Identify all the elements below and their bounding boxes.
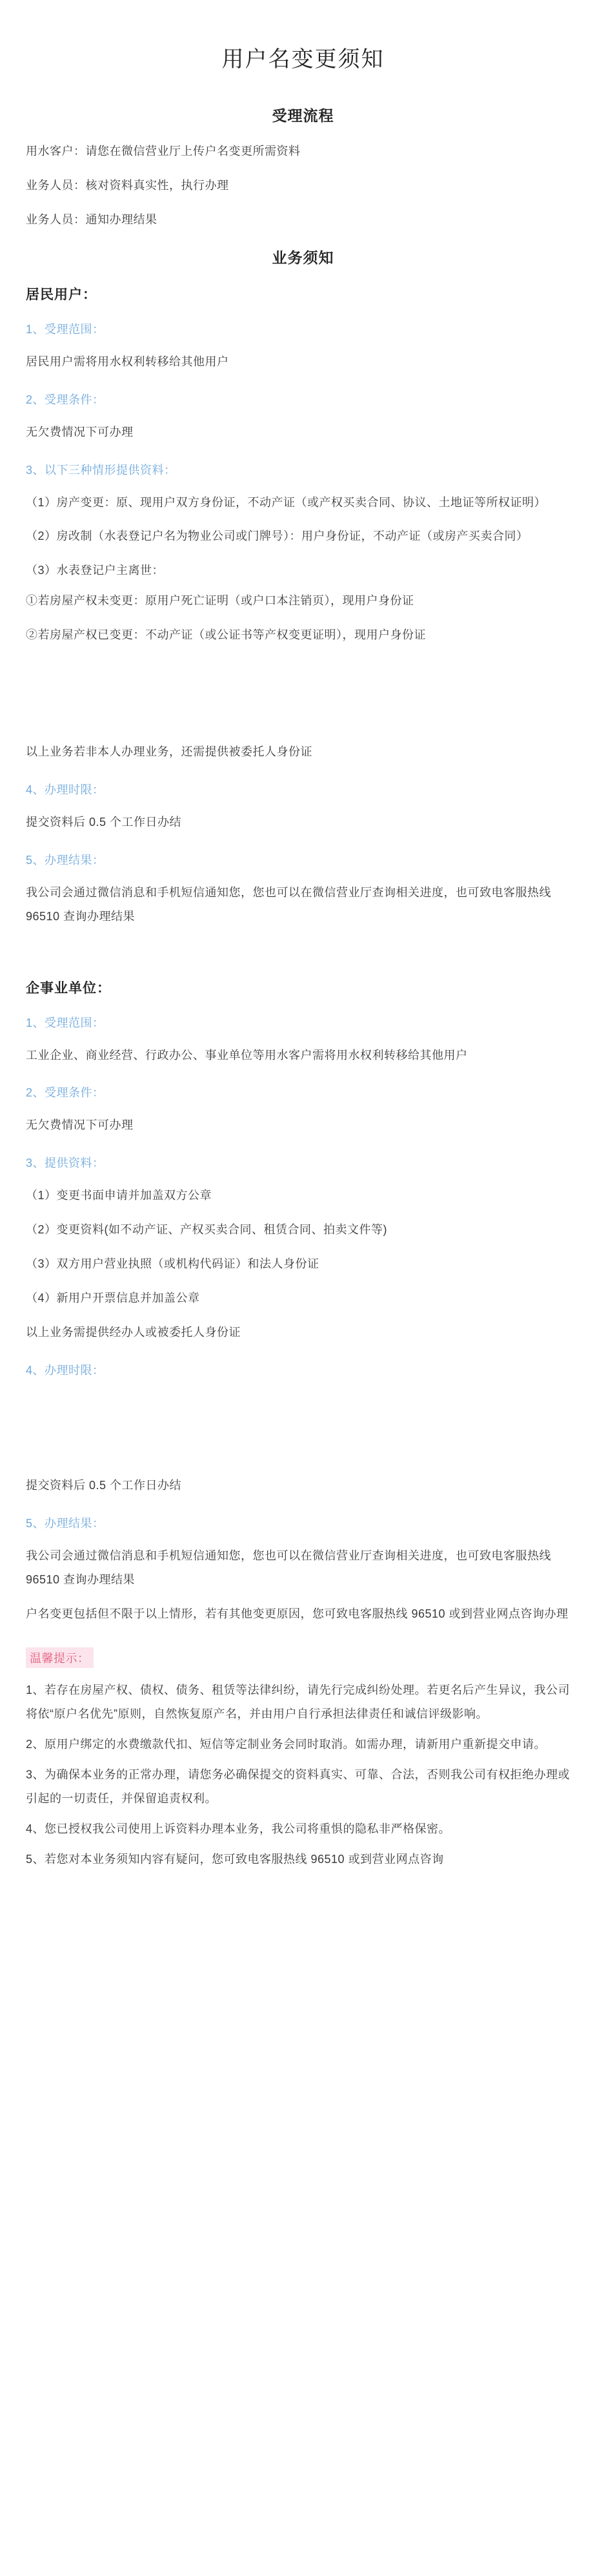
tips-title: 温馨提示： [26,1647,94,1668]
resident-item-3-label: 3、以下三种情形提供资料： [26,463,176,477]
section-business-notice [0,246,606,647]
spacer-before-tips [26,1636,580,1647]
section-resident-continued [0,740,606,1382]
document-page [0,15,606,1923]
process-line-3: 业务人员：通知办理结果 [26,212,157,226]
enterprise-item-2-line-1: 无欠费情况下可办理 [26,1118,134,1132]
enterprise-item-4-line-1: 提交资料后 0.5 个工作日办结 [26,1478,182,1492]
resident-item-2-label: 2、受理条件： [26,393,105,406]
spacer-before-enterprise [26,939,580,961]
tips-list [26,1678,580,1871]
enterprise-item-3-line-1: （1）变更书面申请并加盖双方公章 [26,1189,212,1202]
resident-item-4-line-1: 提交资料后 0.5 个工作日办结 [26,815,182,829]
page-break-1 [0,657,606,703]
list-item: 5、若您对本业务须知内容有疑问，您可致电客服热线 96510 或到营业网点咨询 [26,1852,444,1866]
resident-item-1-label: 1、受理范围： [26,322,105,336]
enterprise-item-3-line-3: （3）双方用户营业执照（或机构代码证）和法人身份证 [26,1257,319,1271]
enterprise-agent-note: 以上业务需提供经办人或被委托人身份证 [26,1325,241,1339]
section-heading-process: 受理流程 [272,107,334,125]
resident-item-4-label: 4、办理时限： [26,783,105,796]
process-line-1: 用水客户：请您在微信营业厅上传户名变更所需资料 [26,145,301,158]
page-break-1b [0,703,606,740]
resident-item-5-label: 5、办理结果： [26,853,105,867]
page-break-2 [0,1391,606,1436]
footer-spacer [0,1878,606,1923]
list-item: 3、为确保本业务的正常办理，请您务必确保提交的资料真实、可靠、合法，否则我公司有权拒绝办理或引起的一切责任，并保留追责权利。 [26,1768,571,1805]
resident-item-3-sub-1: ①若房屋产权未变更：原用户死亡证明（或户口本注销页），现用户身份证 [26,594,414,608]
list-item: 1、若存在房屋产权、债权、债务、租赁等法律纠纷，请先行完成纠纷处理。若更名后产生异议，我公司将依“原户名优先”原则，自然恢复原产名，并由用户自行承担法律责任和诚信评级影响。 [26,1684,571,1721]
enterprise-item-5-label: 5、办理结果： [26,1516,105,1530]
enterprise-item-2-label: 2、受理条件： [26,1086,105,1100]
enterprise-item-5-line-2: 户名变更包括但不限于以上情形，若有其他变更原因，您可致电客服热线 96510 或到营业网点咨询办理 [26,1607,569,1620]
enterprise-item-3-label: 3、提供资料： [26,1157,105,1170]
section-heading-business: 业务须知 [272,249,334,266]
resident-item-3-line-1: （1）房产变更：原、现用户双方身份证，不动产证（或产权买卖合同、协议、土地证等所权证明） [26,495,547,509]
section-process [0,104,606,232]
resident-item-1-line-1: 居民用户需将用水权利转移给其他用户 [26,355,229,368]
section-enterprise-continued [0,1474,606,1871]
process-line-2: 业务人员：核对资料真实性，执行办理 [26,179,229,192]
resident-item-3-sub-2: ②若房屋产权已变更：不动产证（或公证书等产权变更证明），现用户身份证 [26,628,426,642]
resident-item-3-line-3: （3）水表登记户主离世： [26,564,165,577]
enterprise-item-1-label: 1、受理范围： [26,1016,105,1029]
enterprise-item-4-label: 4、办理时限： [26,1363,105,1377]
resident-item-3-line-2: （2）房改制（水表登记户名为物业公司或门牌号）：用户身份证，不动产证（或房产买卖合同） [26,530,529,543]
list-item: 2、原用户绑定的水费缴款代扣、短信等定制业务会同时取消。如需办理，请新用户重新提交申请。 [26,1738,547,1751]
resident-agent-note: 以上业务若非本人办理业务，还需提供被委托人身份证 [26,745,312,759]
subsection-heading-resident: 居民用户： [26,287,97,302]
enterprise-item-1-line-1: 工业企业、商业经营、行政办公、事业单位等用水客户需将用水权利转移给其他用户 [26,1048,468,1062]
page-break-2b [0,1436,606,1474]
page-title: 用户名变更须知 [221,46,385,72]
subsection-heading-enterprise: 企事业单位： [26,980,111,996]
enterprise-item-3-line-4: （4）新用户开票信息并加盖公章 [26,1292,200,1305]
resident-item-2-line-1: 无欠费情况下可办理 [26,425,134,438]
enterprise-item-3-line-2: （2）变更资料(如不动产证、产权买卖合同、租赁合同、拍卖文件等) [26,1223,387,1237]
list-item: 4、您已授权我公司使用上诉资料办理本业务，我公司将重惧的隐私非严格保密。 [26,1822,451,1835]
resident-item-5-line-1: 我公司会通过微信消息和手机短信通知您，您也可以在微信营业厅查询相关进度，也可致电客服热线 96510 查询办理结果 [26,885,551,923]
enterprise-item-5-line-1: 我公司会通过微信消息和手机短信通知您，您也可以在微信营业厅查询相关进度，也可致电客服热线 96510 查询办理结果 [26,1549,551,1586]
